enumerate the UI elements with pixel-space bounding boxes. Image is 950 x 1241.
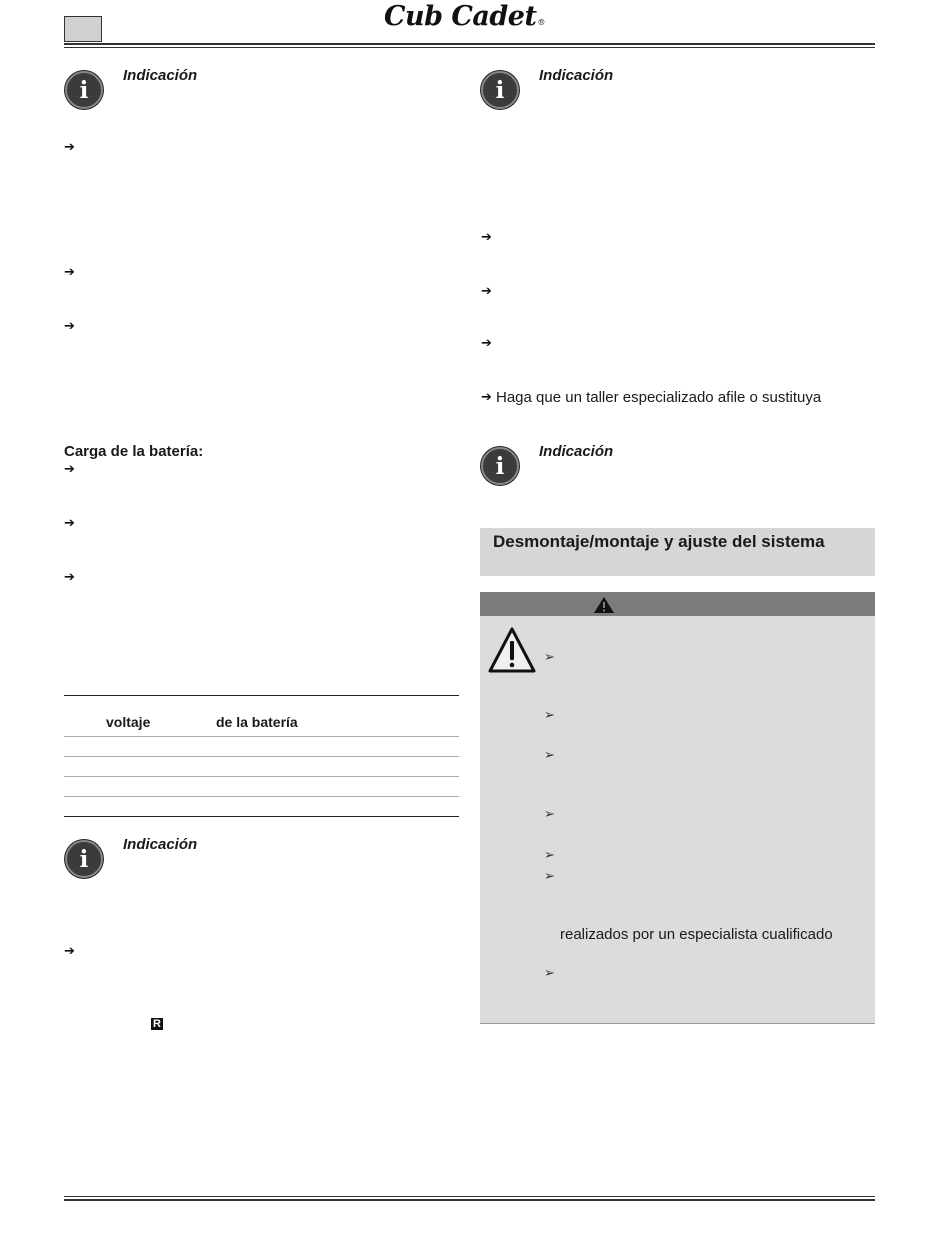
note-heading: Indicación — [539, 67, 614, 84]
arrow-right-icon: ➔ — [481, 390, 492, 405]
arrow-right-icon: ➔ — [64, 265, 75, 280]
arrow-right-icon: ➔ — [64, 319, 75, 334]
footer-rule-thin — [64, 1196, 875, 1197]
arrow-right-icon: ➔ — [64, 516, 75, 531]
arrow-right-icon: ➔ — [64, 570, 75, 585]
section-banner — [480, 528, 875, 576]
note-heading: Indicación — [123, 836, 198, 853]
note-heading: Indicación — [123, 67, 198, 84]
info-icon: i — [481, 447, 519, 485]
warning-text: realizados por un especialista cualificado — [560, 926, 833, 943]
table-row — [64, 756, 459, 757]
arrowhead-bullet-icon: ➢ — [544, 708, 555, 723]
note-heading: Indicación — [539, 443, 614, 460]
info-icon: i — [65, 840, 103, 878]
warning-triangle-icon — [593, 596, 615, 614]
page-number-box — [64, 16, 102, 42]
header-rule-thin — [64, 47, 875, 48]
arrow-right-icon: ➔ — [64, 944, 75, 959]
arrow-right-icon: ➔ — [64, 462, 75, 477]
r-symbol-icon: R — [151, 1018, 163, 1030]
info-icon: i — [65, 71, 103, 109]
arrowhead-bullet-icon: ➢ — [544, 748, 555, 763]
arrow-right-icon: ➔ — [64, 140, 75, 155]
warning-triangle-icon — [487, 626, 537, 674]
table-header-battery: de la batería — [216, 714, 298, 730]
table-header-voltage: voltaje — [106, 714, 151, 730]
table-bottom-rule — [64, 816, 459, 817]
sharpen-instruction: Haga que un taller especializado afile o sustituya — [496, 389, 822, 406]
arrow-right-icon: ➔ — [481, 230, 492, 245]
table-row — [64, 776, 459, 777]
table-row — [64, 796, 459, 797]
arrow-right-icon: ➔ — [481, 284, 492, 299]
arrow-right-icon: ➔ — [481, 336, 492, 351]
warning-box — [480, 616, 875, 1024]
arrowhead-bullet-icon: ➢ — [544, 869, 555, 884]
brand-logo: Cub Cadet® — [384, 1, 545, 32]
arrowhead-bullet-icon: ➢ — [544, 848, 555, 863]
table-row — [64, 736, 459, 737]
arrowhead-bullet-icon: ➢ — [544, 966, 555, 981]
info-icon: i — [481, 71, 519, 109]
footer-rule — [64, 1199, 875, 1201]
arrowhead-bullet-icon: ➢ — [544, 807, 555, 822]
header-rule — [64, 43, 875, 45]
section-banner-title: Desmontaje/montaje y ajuste del sistema — [493, 532, 825, 551]
table-top-rule — [64, 695, 459, 696]
warning-bar — [480, 592, 875, 616]
arrowhead-bullet-icon: ➢ — [544, 650, 555, 665]
battery-charging-heading: Carga de la batería: — [64, 443, 204, 460]
